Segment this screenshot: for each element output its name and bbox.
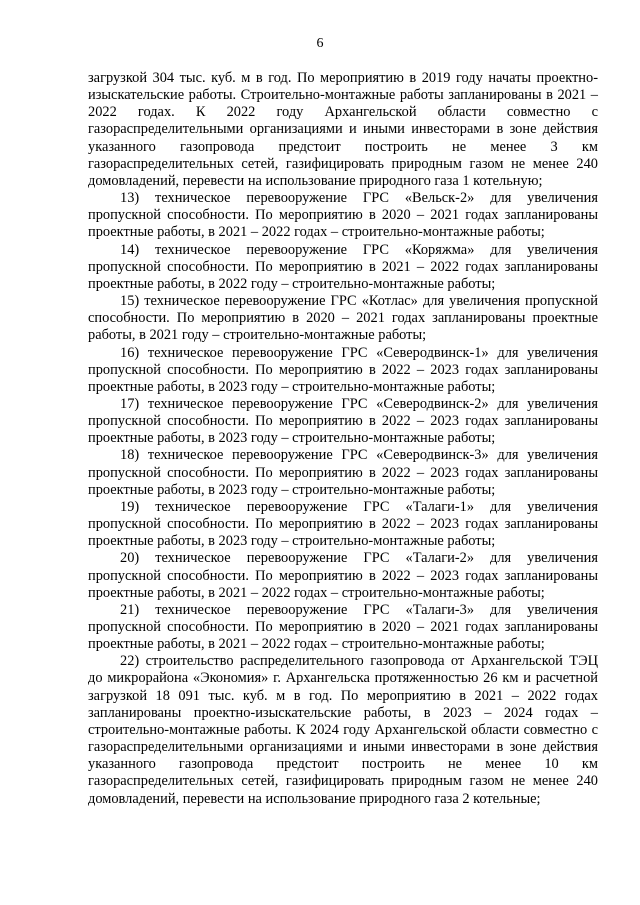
list-item-20: 20) техническое перевооружение ГРС «Талаги-2» для увеличения пропускной способности. По мероприятию в 2022 – 2023 годах запланированы проектные работы, в 2021 – 2022 годах – строительно-монтажные работы; <box>88 550 598 601</box>
list-item-14: 14) техническое перевооружение ГРС «Коряжма» для увеличения пропускной способности. По мероприятию в 2021 – 2022 годах запланированы проектные работы, в 2022 году – строительно-монтажные работы; <box>88 241 598 292</box>
paragraph-continuation: загрузкой 304 тыс. куб. м в год. По мероприятию в 2019 году начаты проектно-изыскательские работы. Строительно-монтажные работы запланированы в 2021 – 2022 годах. К 2022 году Архангельской области совместно с газораспределительными организациями и иными инвесторами в зоне действия указанного газопровода предстоит построить не менее 3 км газораспределительных сетей, газифицировать природным газом не менее 240 домовладений, перевести на использование природного газа 1 котельную; <box>88 70 598 189</box>
list-item-18: 18) техническое перевооружение ГРС «Северодвинск-3» для увеличения пропускной способности. По мероприятию в 2022 – 2023 годах запланированы проектные работы, в 2023 году – строительно-монтажные работы; <box>88 447 598 498</box>
list-item-16: 16) техническое перевооружение ГРС «Северодвинск-1» для увеличения пропускной способности. По мероприятию в 2022 – 2023 годах запланированы проектные работы, в 2023 году – строительно-монтажные работы; <box>88 344 598 395</box>
document-body <box>88 70 598 808</box>
list-item-17: 17) техническое перевооружение ГРС «Северодвинск-2» для увеличения пропускной способности. По мероприятию в 2022 – 2023 годах запланированы проектные работы, в 2023 году – строительно-монтажные работы; <box>88 395 598 447</box>
list-item-21: 21) техническое перевооружение ГРС «Талаги-3» для увеличения пропускной способности. По мероприятию в 2020 – 2021 годах запланированы проектные работы, в 2021 – 2022 годах – строительно-монтажные работы; <box>88 601 598 653</box>
list-item-15: 15) техническое перевооружение ГРС «Котлас» для увеличения пропускной способности. По мероприятию в 2020 – 2021 годах запланированы проектные работы, в 2021 году – строительно-монтажные работы; <box>88 293 598 344</box>
list-item-22: 22) строительство распределительного газопровода от Архангельской ТЭЦ до микрорайона «Экономия» г. Архангельска протяженностью 26 км и расчетной загрузкой 18 091 тыс. куб. м в год. По мероприятию в 2021 – 2022 годах запланированы проектно-изыскательские работы, в 2023 – 2024 годах – строительно-монтажные работы. К 2024 году Архангельской области совместно с газораспределительными организациями и иными инвесторами в зоне действия указанного газопровода предстоит построить не менее 10 км газораспределительных сетей, газифицировать природным газом не менее 240 домовладений, перевести на использование природного газа 2 котельные; <box>88 653 598 807</box>
list-item-13: 13) техническое перевооружение ГРС «Вельск-2» для увеличения пропускной способности. По мероприятию в 2020 – 2021 годах запланированы проектные работы, в 2021 – 2022 годах – строительно-монтажные работы; <box>88 190 598 241</box>
list-item-19: 19) техническое перевооружение ГРС «Талаги-1» для увеличения пропускной способности. По мероприятию в 2022 – 2023 годах запланированы проектные работы, в 2023 году – строительно-монтажные работы; <box>88 498 598 550</box>
page-number: 6 <box>316 36 324 51</box>
